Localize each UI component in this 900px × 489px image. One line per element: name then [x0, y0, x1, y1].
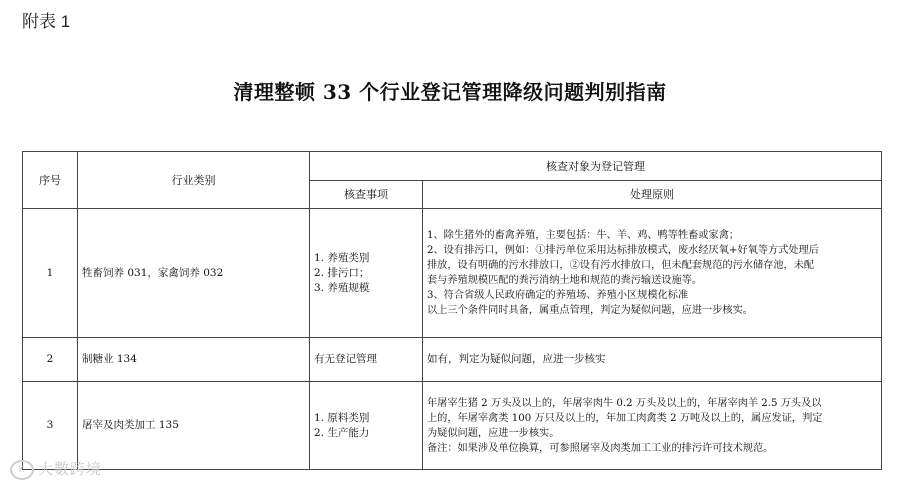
- check-item: 有无登记管理: [314, 353, 377, 365]
- watermark-logo-icon: K: [10, 460, 34, 480]
- principle-line: 年屠宰生猪 2 万头及以上的，年屠宰肉牛 0.2 万头及以上的，年屠宰肉羊 2.5 万头及以: [427, 397, 822, 409]
- row-check-items: [310, 338, 423, 382]
- check-item: 2. 生产能力: [314, 426, 370, 439]
- header-industry: 行业类别: [78, 152, 310, 209]
- annex-label: 附表 1: [22, 12, 71, 31]
- check-item: 2. 排污口；: [314, 266, 370, 279]
- guide-table: [22, 151, 882, 470]
- row-industry: 制糖业 134: [78, 338, 310, 382]
- header-principles: 处理原则: [423, 181, 882, 209]
- header-seq: 序号: [23, 152, 78, 209]
- check-item: 1. 养殖类别: [314, 251, 370, 264]
- check-item: 1. 原料类别: [314, 411, 370, 424]
- principle-line: 以上三个条件同时具备，属重点管理，判定为疑似问题，应进一步核实。: [427, 305, 753, 316]
- row-seq: 3: [23, 382, 78, 470]
- principle-line: 排放，设有明确的污水排放口，②设有污水排放口，但未配套规范的污水储存池，未配: [427, 260, 815, 271]
- check-item: 3. 养殖规模: [314, 281, 370, 294]
- header-check-items: 核查事项: [310, 181, 423, 209]
- watermark: [10, 458, 102, 480]
- principle-line: 3、符合省级人民政府确定的养殖场、养殖小区规模化标准: [427, 290, 689, 301]
- row-industry: 牲畜饲养 031，家禽饲养 032: [78, 209, 310, 338]
- header-group: 核查对象为登记管理: [310, 152, 882, 181]
- principle-line: 上的，年屠宰禽类 100 万只及以上的，年加工肉禽类 2 万吨及以上的，属应发证，判定: [427, 412, 823, 424]
- watermark-text: 大數跨境: [38, 460, 103, 478]
- table-row: [23, 338, 882, 382]
- table-row: [23, 209, 882, 338]
- table-row: [23, 382, 882, 470]
- row-industry: 屠宰及肉类加工 135: [78, 382, 310, 470]
- principle-line: 为疑似问题，应进一步核实。: [427, 427, 560, 439]
- row-seq: 1: [23, 209, 78, 338]
- row-principles: [423, 382, 882, 470]
- row-check-items: [310, 382, 423, 470]
- principle-line: 如有，判定为疑似问题，应进一步核实: [427, 353, 606, 365]
- document-title: 清理整顿 33 个行业登记管理降级问题判别指南: [233, 80, 667, 104]
- principle-line: 套与养殖规模匹配的粪污消纳土地和规范的粪污输送设施等。: [427, 275, 703, 286]
- row-principles: [423, 209, 882, 338]
- row-seq: 2: [23, 338, 78, 382]
- principle-line: 1、除生猪外的畜禽养殖，主要包括：牛、羊、鸡、鸭等牲畜或家禽；: [427, 230, 740, 241]
- header-row-1: [23, 152, 882, 181]
- principle-line: 2、设有排污口，例如：①排污单位采用达标排放模式，废水经厌氧+好氧等方式处理后: [427, 245, 819, 256]
- principle-line: 备注：如果涉及单位换算，可参照屠宰及肉类加工工业的排污许可技术规范。: [427, 442, 774, 454]
- row-check-items: [310, 209, 423, 338]
- row-principles: [423, 338, 882, 382]
